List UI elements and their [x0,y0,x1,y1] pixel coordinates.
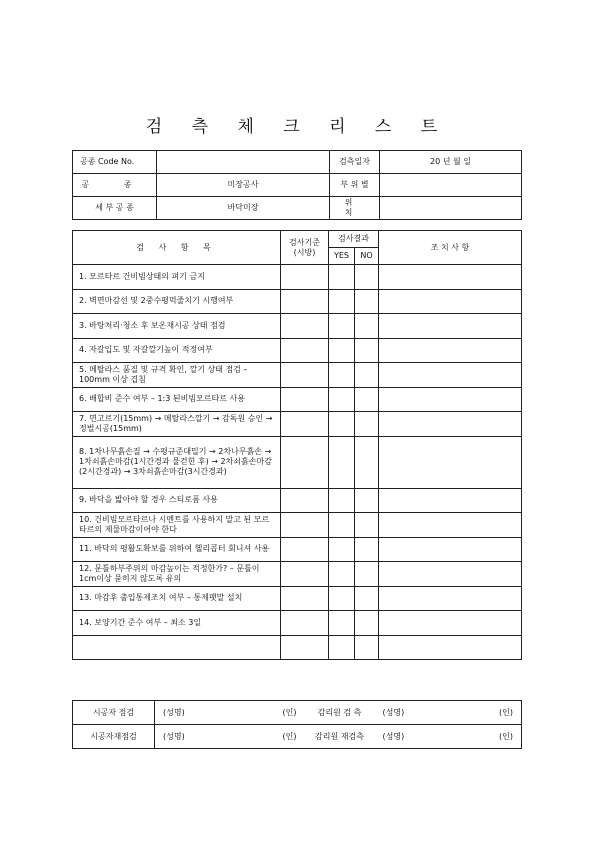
header-criteria [281,231,329,265]
action-cell[interactable] [379,611,522,636]
signature-name: (성명) [163,731,185,741]
no-cell[interactable] [355,265,379,290]
action-cell[interactable] [379,562,522,587]
no-cell[interactable] [355,537,379,562]
check-item: 5. 메탈라스 품질 및 규격 확인, 깔기 상태 점검 – 100mm 이상 겹침 [73,363,281,388]
no-cell[interactable] [355,611,379,636]
criteria-cell[interactable] [281,586,329,611]
no-cell[interactable] [355,635,379,659]
check-item: 10. 건비빔모르타르나 시멘트를 사용하지 말고 된 모르타르의 제물마감이어야 한다 [73,513,281,538]
yes-cell[interactable] [329,338,355,363]
date-label: 검측일자 [330,151,380,174]
seal: (인) [499,707,513,717]
check-item: 9. 바닥을 밟아야 할 경우 스티로폼 사용 [73,488,281,513]
header-criteria-line2: (시방) [293,247,316,257]
criteria-cell[interactable] [281,436,329,488]
criteria-cell[interactable] [281,314,329,339]
yes-cell[interactable] [329,562,355,587]
action-cell[interactable] [379,436,522,488]
action-cell[interactable] [379,338,522,363]
no-cell[interactable] [355,586,379,611]
yes-cell[interactable] [329,537,355,562]
yes-cell[interactable] [329,586,355,611]
action-cell[interactable] [379,363,522,388]
yes-cell[interactable] [329,289,355,314]
check-item: 14. 보양기간 준수 여부 – 최소 3일 [73,611,281,636]
yes-cell[interactable] [329,513,355,538]
yes-cell[interactable] [329,387,355,412]
check-item: 7. 면고르기(15mm) → 메탈라스깔기 → 감독원 승인 → 정벌시공(15mm) [73,412,281,437]
yes-cell[interactable] [329,363,355,388]
no-cell[interactable] [355,338,379,363]
header-item: 검 사 항 목 [73,231,281,265]
criteria-cell[interactable] [281,412,329,437]
yes-cell[interactable] [329,265,355,290]
info-table [72,150,522,220]
header-criteria-line1: 검사기준 [289,237,320,247]
supervisor-re-signature[interactable] [375,725,522,749]
check-item: 13. 마감후 출입통제조치 여부 – 통제팻말 설치 [73,586,281,611]
check-item: 6. 배합비 준수 여부 – 1:3 된비빔모르타르 사용 [73,387,281,412]
no-cell[interactable] [355,314,379,339]
code-label: 공종 Code No. [73,151,157,174]
no-cell[interactable] [355,513,379,538]
work-label: 공 종 [73,174,157,197]
criteria-cell[interactable] [281,513,329,538]
criteria-cell[interactable] [281,338,329,363]
yes-cell[interactable] [329,488,355,513]
seal: (인) [282,731,297,741]
detail-label: 세 부 공 종 [73,197,157,220]
contractor-label: 시공자 점검 [73,701,155,725]
check-item: 2. 벽면마감선 및 2중수평먹줄치기 시행여부 [73,289,281,314]
check-item: 4. 자갈입도 및 자갈깔기높이 적정여부 [73,338,281,363]
criteria-cell[interactable] [281,363,329,388]
supervisor-signature[interactable] [375,701,522,725]
action-cell[interactable] [379,488,522,513]
header-yes: YES [329,248,355,265]
check-item: 12. 문틀하부주위의 마감높이는 적정한가? – 문틀이 1cm이상 묻히지 않도록 유의 [73,562,281,587]
action-cell[interactable] [379,265,522,290]
action-cell[interactable] [379,537,522,562]
contractor-re-label: 시공자재점검 [73,725,155,749]
no-cell[interactable] [355,387,379,412]
header-result: 검사결과 [329,231,379,248]
page-title: 검 측 체 크 리 스 트 [145,117,450,137]
yes-cell[interactable] [329,314,355,339]
check-item: 1. 모르타르 건비빔상태의 펴기 금지 [73,265,281,290]
signature-table [72,700,522,749]
work-field[interactable]: 미장공사 [157,174,330,197]
blank-item[interactable] [73,635,281,659]
action-cell[interactable] [379,412,522,437]
criteria-cell[interactable] [281,265,329,290]
yes-cell[interactable] [329,412,355,437]
contractor-re-signature[interactable] [155,725,305,749]
yes-cell[interactable] [329,611,355,636]
action-cell[interactable] [379,513,522,538]
check-item: 8. 1차나무흙손질 → 수평규준대밀기 → 2차나무흙손 → 1차쇠흙손마감(1시간경과 물걷힌 후) → 2차쇠흙손마감(2시간경과) → 3차쇠흙손마감(3시간경과) [73,436,281,488]
supervisor-label: 감리원 검 측 [305,701,375,725]
action-cell[interactable] [379,586,522,611]
location-label: 위 치 [330,197,380,220]
criteria-cell[interactable] [281,537,329,562]
action-cell[interactable] [379,314,522,339]
criteria-cell[interactable] [281,611,329,636]
action-cell[interactable] [379,289,522,314]
yes-cell[interactable] [329,635,355,659]
seal: (인) [282,707,297,717]
check-item: 11. 바닥의 평활도확보를 위하여 헬리콥터 회니셔 사용 [73,537,281,562]
yes-cell[interactable] [329,436,355,488]
no-cell[interactable] [355,289,379,314]
criteria-cell[interactable] [281,289,329,314]
header-no: NO [355,248,379,265]
contractor-signature[interactable] [155,701,305,725]
detail-field[interactable]: 바닥미장 [157,197,330,220]
action-cell[interactable] [379,387,522,412]
check-item: 3. 바탕처리·청소 후 보온재시공 상태 점검 [73,314,281,339]
criteria-cell[interactable] [281,562,329,587]
no-cell[interactable] [355,562,379,587]
no-cell[interactable] [355,436,379,488]
no-cell[interactable] [355,363,379,388]
checklist-table [72,230,522,660]
code-field[interactable] [157,151,330,174]
signature-name: (성명) [382,707,405,717]
signature-name: (성명) [382,731,405,741]
date-field[interactable]: 20 년 월 일 [380,151,522,174]
seal: (인) [499,731,513,741]
action-cell[interactable] [379,635,522,659]
criteria-cell[interactable] [281,387,329,412]
part-label: 부 위 별 [330,174,380,197]
header-action: 조 치 사 항 [379,231,522,265]
criteria-cell[interactable] [281,635,329,659]
part-field[interactable] [380,174,522,197]
no-cell[interactable] [355,412,379,437]
location-field[interactable] [380,197,522,220]
signature-name: (성명) [163,707,185,717]
criteria-cell[interactable] [281,488,329,513]
supervisor-re-label: 감리원 재검측 [305,725,375,749]
no-cell[interactable] [355,488,379,513]
